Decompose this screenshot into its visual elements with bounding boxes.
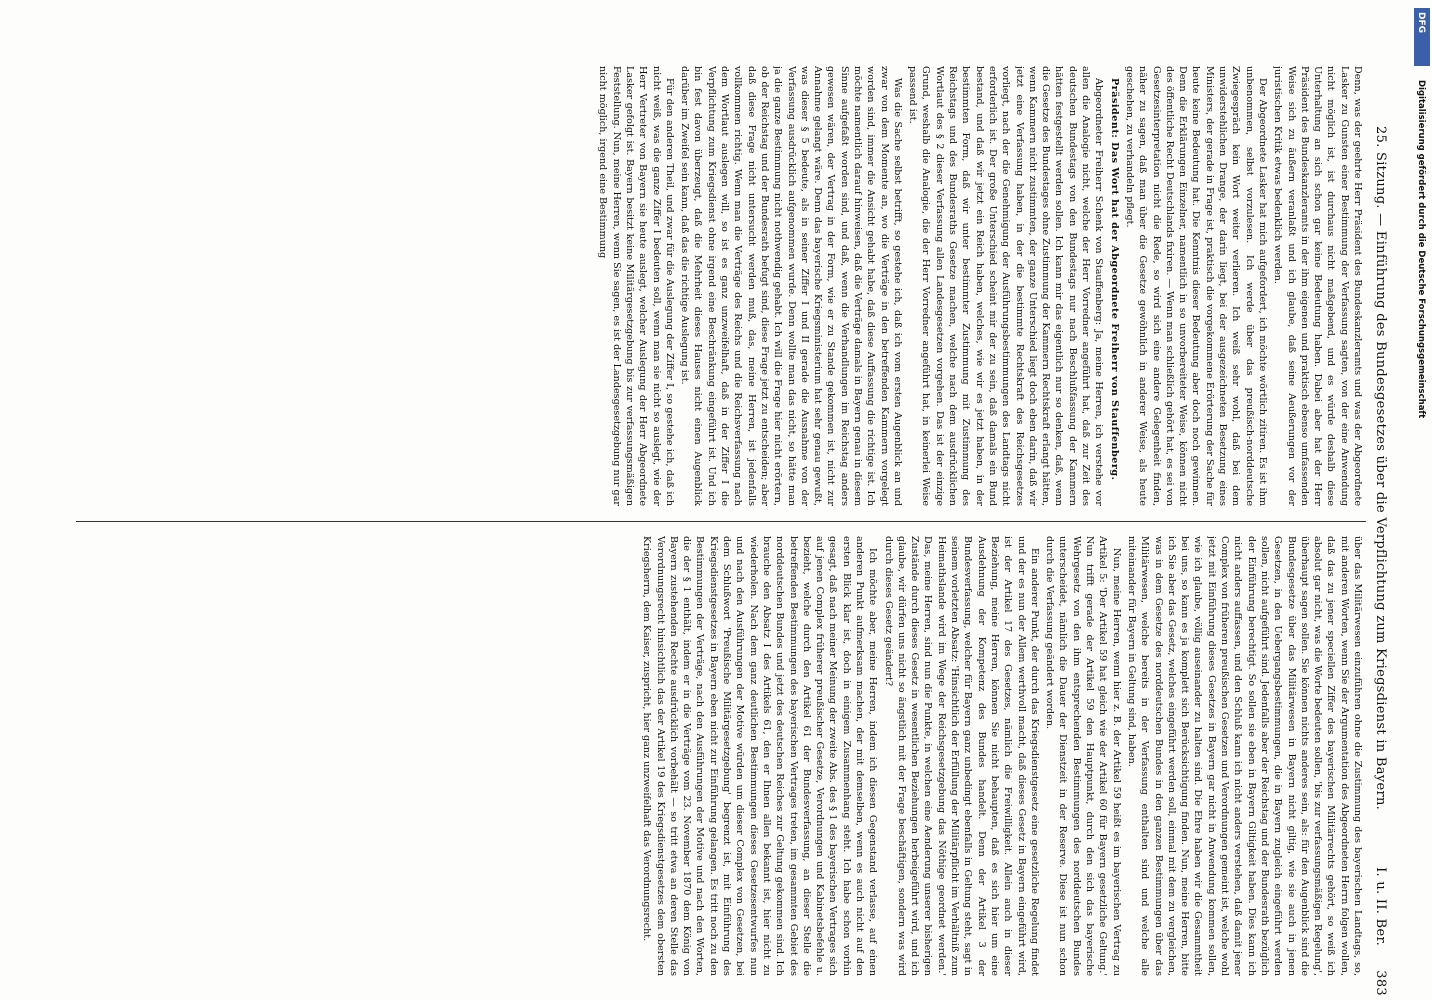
running-title-right <box>1374 867 1389 946</box>
page-header <box>1370 66 1392 996</box>
paragraph: Was die Sache selbst betrifft, so gestehe ich, daß ich vom ersten Augenblick an und zwar von dem Momente an, wo die Verträge in den betreffenden Kammern vorgelegt worden sind, immer die Ansicht gehabt habe, daß diese Auffassung die richtige ist. Ich möchte namentlich darauf hinweisen, daß die Verträge damals in Bayern genau in diesem Sinne aufgefaßt worden sind, und daß, wenn die Verhandlungen im Reichstag anders gewesen wären, der Vertrag in der Form, wie er zu Stande gekommen ist, nicht zur Annahme gelangt wäre. Denn das bayerische Kriegsministerium hat sehr genau gewußt, was dieser § 5 bedeute, als in seiner Ziffer I und II gerade die Ausnahme von der Verfassung ausdrücklich aufgenommen wurde. Denn wollte man das nicht, so hätte man ja die ganze Bestimmung nicht nothwendig gehabt. Ich will die Frage hier nicht erörtern, ob der Reichstag und der Bundesrath befugt sind, diese Frage jetzt zu entscheiden; aber daß diese Frage nicht untersucht werden muß, das, meine Herren, ist jedenfalls vollkommen richtig. Wenn man die Verträge des Reichs und die Reichsverfassung nach dem Wortlaut auslegen will, so ist es ganz unzweifelhaft, daß in der Ziffer I die Verpflichtung zum Kriegsdienst ohne irgend eine Beschränkung eingeführt ist. Und ich bin fest davon überzeugt, daß die Mehrheit dieses Hauses nicht einen Augenblick darüber im Zweifel sein kann, daß das die richtige Auslegung ist. <box>679 66 903 506</box>
paragraph: Nun, meine Herren, wenn hier z. B. der Artikel 59 heißt es im bayerischen Vertrag zu Artikel 5: 'Der Artikel 59 hat gleich wie der Artikel 60 für Bayern gesetzliche Geltung.' Nun trifft gerade der Artikel 59 den Hauptpunkt, durch den sich das bayerische Wehrgesetz von den ihm entsprechenden Bestimmungen des norddeutschen Bundes unterscheidet, nämlich die Dauer der Dienstzeit in der Reserve. Diese ist nun schon durch die Verfassung geändert worden. <box>1044 536 1122 976</box>
funding-note-text: Digitalisierung gefördert durch die Deutsche Forschungsgemeinschaft <box>1416 80 1426 419</box>
paragraph: Ich möchte aber, meine Herren, indem ich diesen Gegenstand verlasse, auf einen anderen Punkt aufmerksam machen, der mit demselben, wenn es auch nicht auf den ersten Blick klar ist, doch in einigem Zusammenhang steht. Ich habe schon vorhin gesagt, daß nach meiner Meinung der zweite Abs. des § 1 des bayerischen Vertrages sich auf jenen Complex früherer preußischer Gesetze, Verordnungen und Kabinetsbefehle u. bezieht, welche durch den Artikel 61 der Bundesverfassung, an dieser Stelle die betreffenden Bestimmungen des bayerischen Vertrages treten, im gesammten Gebiet des norddeutschen Bundes und jetzt des deutschen Reiches zur Geltung gekommen sind. Ich brauche den Absatz I des Artikels 61, den er Ihnen allen bekannt ist, hier nicht zu wiederholen. Nach dem ganz deutlichen Bestimmungen dieses Gesetzesentwurfes nun und nach den Ausführungen der Motive würden um dieser Complex von Gesetzen, bei dem Schlußwort 'Preußische Militärgesetzgebung' begrenzt ist, mit Einführung des Kriegsdienstgesetzes in Bayern eben nicht zur Einführung gelangen. Es tritt noch zu den Bestimmungen der Verträge, nach den Ausführungen der Motive und nach den Worten, die der § 1 enthält, indem er in die Verträge vom 23. November 1870 dem König von Bayern zustehenden Rechte ausdrücklich vorbehält — so tritt etwa an deren Stelle das Verordnungsrecht hinsichtlich das der Artikel 19 des Kriegsdienstgesetzes dem obersten Kriegsherrn, dem Kaiser, zuspricht, hier ganz unzweifelhaft das Verordnungsrecht. <box>641 536 879 976</box>
running-title-left: 25. Sitzung. — Einführung des Bundesgesetzes über die Verpflichtung zum Kriegsdienst in Bayern. <box>1373 126 1389 811</box>
running-title-section: I. u. II. Ber. <box>1373 867 1389 946</box>
column-divider <box>76 521 1366 522</box>
funding-note <box>1414 10 1430 990</box>
dfg-logo-text: DFG <box>1416 12 1426 34</box>
left-column <box>64 66 1364 506</box>
paragraph: Denn, was der geehrte Herr Präsident des Bundeskanzleramts und was der Abgeordnete Lasker zu Gunsten einer Bestimmung der Verfassung sagten, von der eine Anwendung nicht möglich ist, ist durchaus nicht maßgebend, und es würde deshalb diese Unterhaltung an sich schon gar keine Bedeutung haben. Dabei aber hat der Herr Präsident des Bundeskanzleramts in der ihm eigenen und praktisch ebenso umfassenden Weise sich zu äußern veranlaßt und ich glaube, daß seine Aeußerungen vor der juristischen Kritik etwas bedenklich werden. <box>1272 66 1363 506</box>
rotated-page-content <box>52 66 1392 996</box>
right-column <box>64 536 1364 976</box>
page-number: 383 <box>1373 970 1389 996</box>
paragraph: Ein anderer Punkt, der durch das Kriegsdienstgesetz eine gesetzliche Regelung findet und der es nun der Allem werthvoll macht, daß dieses Gesetz in Bayern eingeführt wird, ist der Artikel 17 des Gesetzes, nämlich die Freiwilligkeit. Allein auch in dieser Beziehung, meine Herren, können Sie nicht behaupten, daß es sich hier um eine Ausdehnung der Kompetenz des Bundes handelt. Denn der Artikel 3 der Bundesverfassung, welcher für Bayern ganz unbedingt ebenfalls in Geltung steht, sagt in seinem vorletzten Absatz: 'Hinsichtlich der Erfüllung der Militärpflicht im Verhältniß zum Heimathslande wird im Wege der Reichsgesetzgebung das Nöthige geordnet werden.' Das, meine Herren, sind nun die Punkte, in welchen eine Aenderung unserer bisherigen Zustände durch dieses Gesetz in wesentlichen Beziehungen herbeigeführt wird, und ich glaube, wir dürfen uns nicht so ängstlich mit der Frage beschäftigen, sondern was wird durch dieses Gesetz geändert? <box>882 536 1040 976</box>
paragraph: Der Abgeordnete Lasker hat mich aufgefordert, ich möchte wörtlich zitiren. Es ist ihm unbenommen, selbst vorzulesen. Ich werde über das preußisch-norddeutsche Zwiegespräch kein Wort weiter verlieren. Ich weiß sehr wohl, daß bei dem unwiderstehlichen Drange, der darin liegt, bei der ausgezeichneten Besetzung eines Ministers, der gerade in Frage ist, praktisch die vorgekommene Erörterung der Sache für heute keine Bedeutung hat. Die Kenntnis dieser Bedeutung aber doch noch gewinnen. Denn die Erklärungen Einzelner, namentlich in so unvorbereiteter Weise, können nicht des öffentliche Recht Deutschlands fixiren. — Wenn man schließlich gehört hat, es sei von Gesetzesinterpretation nicht die Rede, so wird sich eine andere Gelegenheit finden, näher zu sagen, daß man über die Gesetze gewöhnlich in anderer Weise, als heute geschehen, zu verhandeln pflegt. <box>1123 66 1268 506</box>
paragraph: Abgeordneter Freiherr Schenk von Stauffenberg: Ja, meine Herren, ich verstehe vor allen die Analogie nicht, welche der Herr Vorredner angeführt hat, daß zur Zeit des deutschen Bundestags von den Bundestags nur nach Beschlußfassung der Kammern hätten festgestellt werden sollen. Ich kann mir das eigentlich nur so denken, daß, wenn die Gesetze des Bundestages ohne Zustimmung der Kammern Rechtskraft erlangt hätten, wenn Kammern nicht zustimmten, der ganze Unterschied liegt doch eben darin, daß wir jetzt eine Verfassung haben, in der die bestimmte Rechtskraft des Reichsgesetzes vorliegt, nach der die Genehmigung der Ausführungsbestimmungen des Landtags nicht erforderlich ist. Der große Unterschied scheint mir der zu sein, daß damals ein Bund bestand, und daß wir jetzt ein Reich haben, welches, wie wir es jetzt haben, in der bestimmten Form, daß wir unter bestimmter Zustimmung mit Zustimmung des Reichstags und des Bundesraths Gesetze machen, welche nach dem ausdrücklichen Wortlaut des § 2 dieser Verfassung allen Landesgesetzen vorgehen. Das ist der einzige Grund, weshalb die Analogie, die der Herr Vorredner angeführt hat, in keinerlei Weise passend ist. <box>907 66 1105 506</box>
paragraph: Für den anderen Theil, und zwar für die Auslegung der Ziffer I, so gestehe ich, daß ich nicht weiß, was die ganze Ziffer I bedeuten soll, wenn man sie nicht so auslegt, wie der Herr Vertreter von Bayern sie heute auslegt, welcher Auslegung der Herr Abgeordnete Lasker gefolgt ist. Bayern besitzt keine Militärgesetzgebung bis zur verfassungsmäßigen Feststellung. Nun, meine Herren, wenn Sie sagen, es ist der Landesgesetzgebung nur gar nicht möglich, irgend eine Bestimmung <box>597 66 675 506</box>
paragraph: über das Militärwesen einzuführen ohne die Zustimmung des bayerischen Landtags, so, mit anderen Worten, wenn Sie der Argumentation des Abgeordneten Herrn folgen wollen, daß das zu jener speciellen Ziffer des bayerischen Militärrechts gehört, so weiß ich absolut gar nicht, was die Worte bedeuten sollen, 'bis zur verfassungsmäßigen Regelung', überhaupt sagen sollen. Sie können nichts anderes sein, als: für den Augenblick sind die Bundesgesetze über das Militärwesen in Bayern nicht giltig, wie sie auch in jenen Gesetzen, in den Uebergangsbestimmungen, die in Bayern zugleich eingeführt werden sollen, nicht aufgeführt sind. Jedenfalls aber der Reichstag und der Bundesrath bezüglich der Einführung berechtigt. So sollen sie eben in Bayern Giltigkeit haben. Dies kann ich nicht anders auffassen, und den Schluß kann ich nicht anders verstehen, daß damit jener Complex von früheren preußischen Gesetzen und Verordnungen gemeint ist, welche wohl jetzt mit Einführung dieses Gesetzes in Bayern gar nicht in Anwendung kommen sollen, wie ich glaube, völlig auseinander zu halten sind. Die Ehre haben wir die Gesammtheit bei uns, so kann es ja komplett sich Berücksichtigung finden. Nun, meine Herren, bitte ich Sie aber das Gesetz, welches eingeführt werden soll, einmal mit dem zu vergleichen, was in dem Gesetze des norddeutschen Bundes in den ganzen Bestimmungen über das Militärwesen, welche bereits in der Verfassung enthalten sind und welche alle miteinander für Bayern in Geltung sind, haben. <box>1125 536 1363 976</box>
paragraph-president: Präsident: Das Wort hat der Abgeordnete Freiherr von Stauffenberg. <box>1108 78 1120 481</box>
